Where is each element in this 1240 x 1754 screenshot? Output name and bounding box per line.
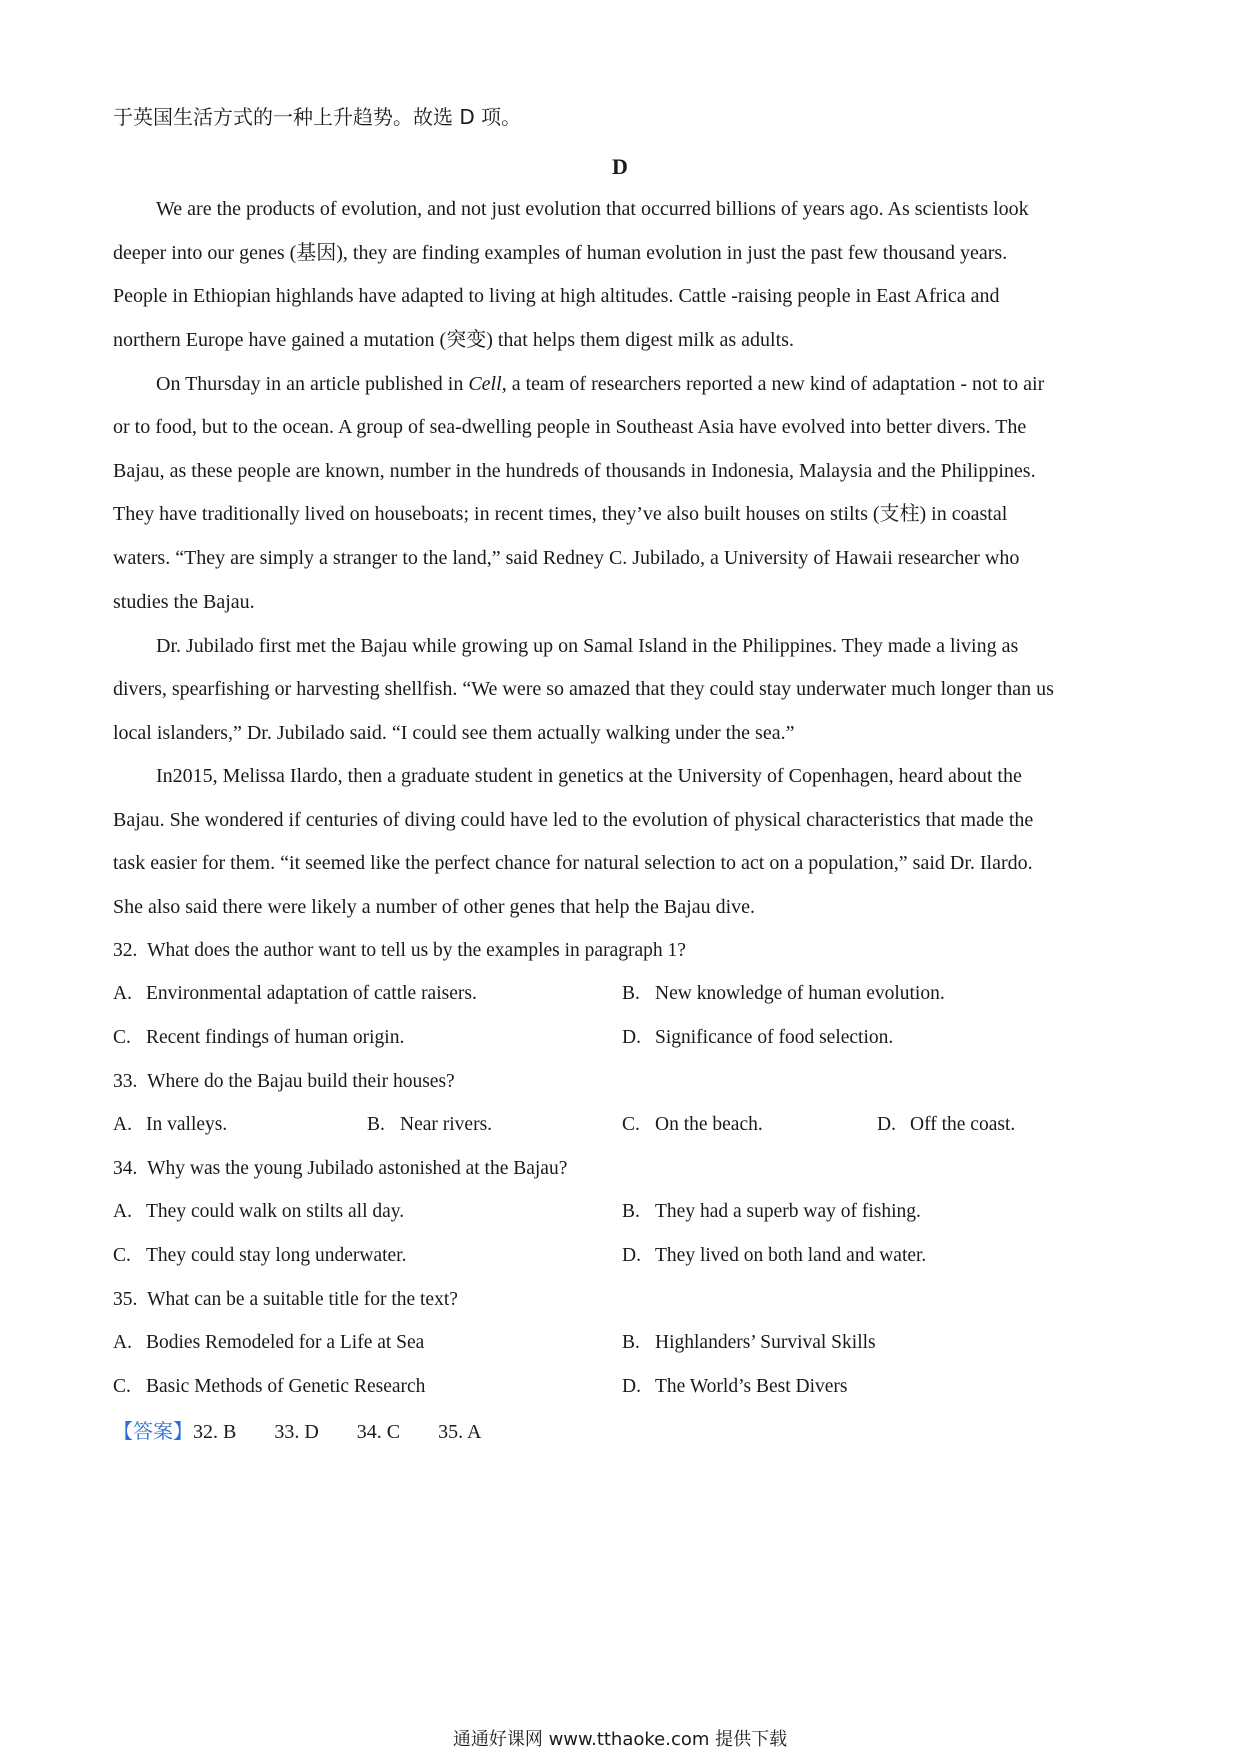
question-stem	[113, 1155, 567, 1183]
paragraph-line: They have traditionally lived on houseboats; in recent times, they’ve also built houses on stilts (支柱) in coastal	[113, 503, 1008, 525]
option-letter: D.	[622, 1245, 641, 1266]
paragraph-line: She also said there were likely a number of other genes that help the Bajau dive.	[113, 896, 756, 918]
option-d[interactable]	[877, 1111, 1015, 1139]
option-text: They had a superb way of fishing.	[655, 1201, 921, 1222]
paragraph-line: or to food, but to the ocean. A group of sea-dwelling people in Southeast Asia have evolved into better divers. The	[113, 416, 1027, 438]
option-letter: C.	[113, 1245, 131, 1266]
question-number: 34.	[113, 1158, 138, 1179]
paragraph-line: Dr. Jubilado first met the Bajau while growing up on Samal Island in the Philippines. They made a living as	[156, 635, 1019, 657]
option-letter: B.	[367, 1114, 385, 1135]
option-b[interactable]	[622, 1198, 921, 1226]
option-c[interactable]	[113, 1373, 425, 1401]
paragraph-line: task easier for them. “it seemed like the perfect chance for natural selection to act on a population,” said Dr. Ilardo.	[113, 852, 1033, 874]
option-c[interactable]	[113, 1242, 406, 1270]
paragraph-line: We are the products of evolution, and not just evolution that occurred billions of years ago. As scientists look	[156, 198, 1029, 220]
option-text: They could walk on stilts all day.	[146, 1201, 405, 1222]
option-d[interactable]	[622, 1024, 893, 1052]
option-text: New knowledge of human evolution.	[655, 983, 945, 1004]
page-footer: 通通好课网 www.tthaoke.com 提供下载	[452, 1729, 788, 1750]
option-letter: C.	[113, 1376, 131, 1397]
paragraph-line: People in Ethiopian highlands have adapted to living at high altitudes. Cattle -raising people in East Africa and	[113, 285, 1000, 307]
answer-item: 33. D	[274, 1421, 319, 1443]
paragraph-line: local islanders,” Dr. Jubilado said. “I could see them actually walking under the sea.”	[113, 722, 795, 744]
option-text: They could stay long underwater.	[146, 1245, 407, 1266]
option-text: Off the coast.	[910, 1114, 1016, 1135]
option-letter: A.	[113, 1114, 132, 1135]
option-text: On the beach.	[655, 1114, 763, 1135]
paragraph-line: Bajau, as these people are known, number in the hundreds of thousands in Indonesia, Malaysia and the Philippines.	[113, 460, 1036, 482]
option-letter: D.	[877, 1114, 896, 1135]
question-number: 33.	[113, 1071, 138, 1092]
option-c[interactable]	[622, 1111, 763, 1139]
question-text: Where do the Bajau build their houses?	[147, 1071, 455, 1092]
answer-item: 34. C	[356, 1421, 401, 1443]
option-text: Significance of food selection.	[655, 1027, 894, 1048]
option-text: Near rivers.	[400, 1114, 493, 1135]
option-text: They lived on both land and water.	[655, 1245, 927, 1266]
option-a[interactable]	[113, 980, 477, 1008]
question-text: What does the author want to tell us by the examples in paragraph 1?	[147, 940, 686, 961]
answer-tag: 【答案】	[113, 1419, 193, 1443]
paragraph-line: On Thursday in an article published in Cell, a team of researchers reported a new kind of adaptation - not to air	[156, 373, 1045, 395]
option-letter: D.	[622, 1027, 641, 1048]
option-text: Bodies Remodeled for a Life at Sea	[146, 1332, 425, 1353]
option-text: Highlanders’ Survival Skills	[655, 1332, 876, 1353]
option-letter: B.	[622, 1332, 640, 1353]
option-letter: A.	[113, 1332, 132, 1353]
option-b[interactable]	[622, 1329, 876, 1357]
option-text: The World’s Best Divers	[655, 1376, 848, 1397]
journal-title: Cell	[468, 373, 502, 395]
answer-item: 35. A	[438, 1421, 482, 1443]
option-a[interactable]	[113, 1329, 424, 1357]
question-text: What can be a suitable title for the text?	[147, 1289, 458, 1310]
question-text: Why was the young Jubilado astonished at the Bajau?	[147, 1158, 568, 1179]
paragraph-line: Bajau. She wondered if centuries of diving could have led to the evolution of physical characteristics that made the	[113, 809, 1034, 831]
question-number: 35.	[113, 1289, 138, 1310]
option-letter: A.	[113, 1201, 132, 1222]
question-stem	[113, 1286, 458, 1314]
paragraph-line: divers, spearfishing or harvesting shellfish. “We were so amazed that they could stay underwater much longer than us	[113, 678, 1054, 700]
question-stem	[113, 1068, 455, 1096]
option-text: Environmental adaptation of cattle raisers.	[146, 983, 477, 1004]
option-b[interactable]	[367, 1111, 492, 1139]
option-c[interactable]	[113, 1024, 404, 1052]
option-letter: B.	[622, 983, 640, 1004]
paragraph-line: waters. “They are simply a stranger to the land,” said Redney C. Jubilado, a University of Hawaii researcher who	[113, 547, 1020, 569]
option-b[interactable]	[622, 980, 945, 1008]
paragraph-line: northern Europe have gained a mutation (突变) that helps them digest milk as adults.	[113, 329, 794, 351]
option-letter: D.	[622, 1376, 641, 1397]
option-text: In valleys.	[146, 1114, 228, 1135]
option-letter: A.	[113, 983, 132, 1004]
question-number: 32.	[113, 940, 138, 961]
paragraph-line: In2015, Melissa Ilardo, then a graduate student in genetics at the University of Copenhagen, heard about the	[156, 765, 1022, 787]
answer-key	[113, 1417, 519, 1446]
option-letter: C.	[113, 1027, 131, 1048]
question-stem	[113, 937, 686, 965]
option-letter: C.	[622, 1114, 640, 1135]
option-a[interactable]	[113, 1111, 227, 1139]
paragraph-line: deeper into our genes (基因), they are finding examples of human evolution in just the past few thousand years.	[113, 242, 1008, 264]
option-d[interactable]	[622, 1373, 848, 1401]
answer-item: 32. B	[193, 1421, 237, 1443]
option-letter: B.	[622, 1201, 640, 1222]
paragraph-line: studies the Bajau.	[113, 591, 255, 613]
option-text: Recent findings of human origin.	[146, 1027, 405, 1048]
continuation-text: 于英国生活方式的一种上升趋势。故选 D 项。	[113, 105, 522, 129]
option-d[interactable]	[622, 1242, 926, 1270]
option-a[interactable]	[113, 1198, 404, 1226]
option-text: Basic Methods of Genetic Research	[146, 1376, 426, 1397]
section-heading: D	[612, 154, 628, 179]
